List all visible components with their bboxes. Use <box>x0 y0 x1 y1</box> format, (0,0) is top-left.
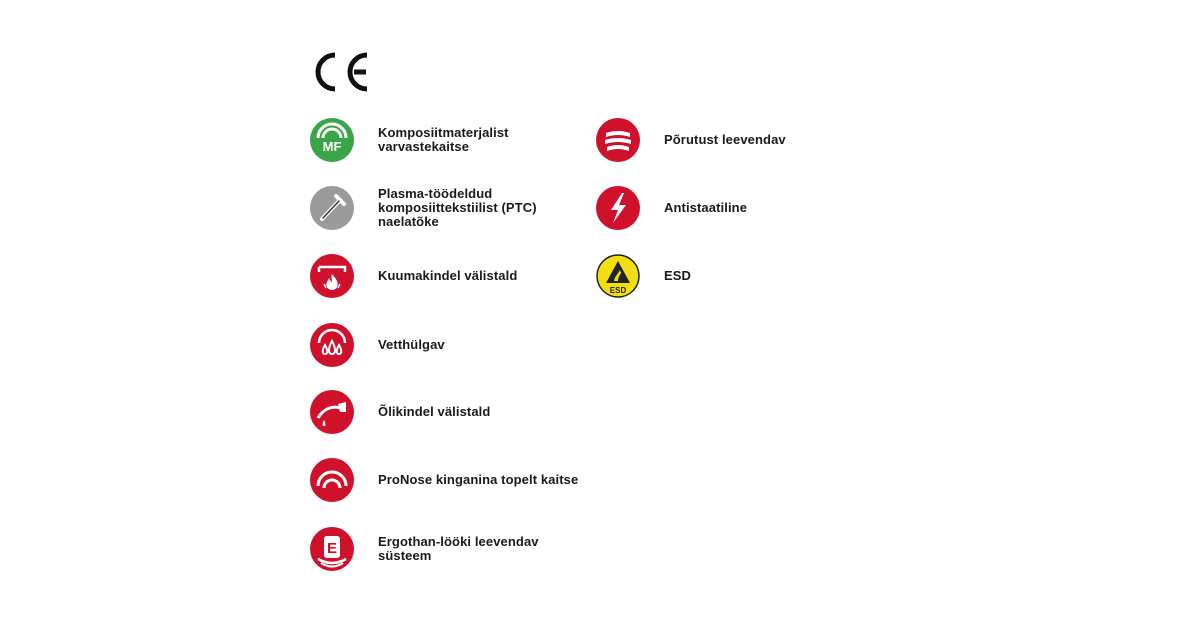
feature-ergothan <box>310 527 539 571</box>
feature-heat-resistant-sole <box>310 254 517 298</box>
feature-label: Antistaatiline <box>664 200 748 215</box>
svg-text:E: E <box>326 540 338 557</box>
feature-label: Kuumakindel välistald <box>378 268 518 283</box>
feature-label: Põrutust leevendav <box>664 132 786 147</box>
svg-text:MF: MF <box>322 139 342 154</box>
feature-label: Õlikindel välistald <box>378 404 491 419</box>
oil-resistant-icon <box>310 390 354 434</box>
feature-nail-protection <box>310 186 537 230</box>
feature-shock-absorbing <box>596 118 786 162</box>
shock-absorbing-icon <box>596 118 640 162</box>
feature-label: ESD <box>664 268 692 283</box>
feature-composite-toecap <box>310 118 509 162</box>
nail-icon <box>310 186 354 230</box>
heat-resistant-icon <box>310 254 354 298</box>
antistatic-icon <box>596 186 640 230</box>
feature-label: Plasma-töödeldud komposiittekstiilist (PTC) naelatõke <box>378 186 537 229</box>
esd-icon <box>596 254 640 298</box>
feature-water-repellent <box>310 323 445 367</box>
feature-oil-resistant-sole <box>310 390 490 434</box>
feature-antistatic <box>596 186 747 230</box>
feature-label: Komposiitmaterjalist varvastekaitse <box>378 125 509 154</box>
water-repellent-icon <box>310 323 354 367</box>
ergothan-icon <box>310 527 354 571</box>
mf-icon <box>310 118 354 162</box>
feature-esd <box>596 254 691 298</box>
feature-label: Ergothan-lööki leevendav süsteem <box>378 534 539 563</box>
feature-pronose <box>310 458 578 502</box>
feature-label: ProNose kinganina topelt kaitse <box>378 472 579 487</box>
feature-label: Vetthülgav <box>378 337 445 352</box>
pronose-icon <box>310 458 354 502</box>
ce-logo <box>310 50 372 94</box>
svg-text:ESD: ESD <box>609 286 627 295</box>
